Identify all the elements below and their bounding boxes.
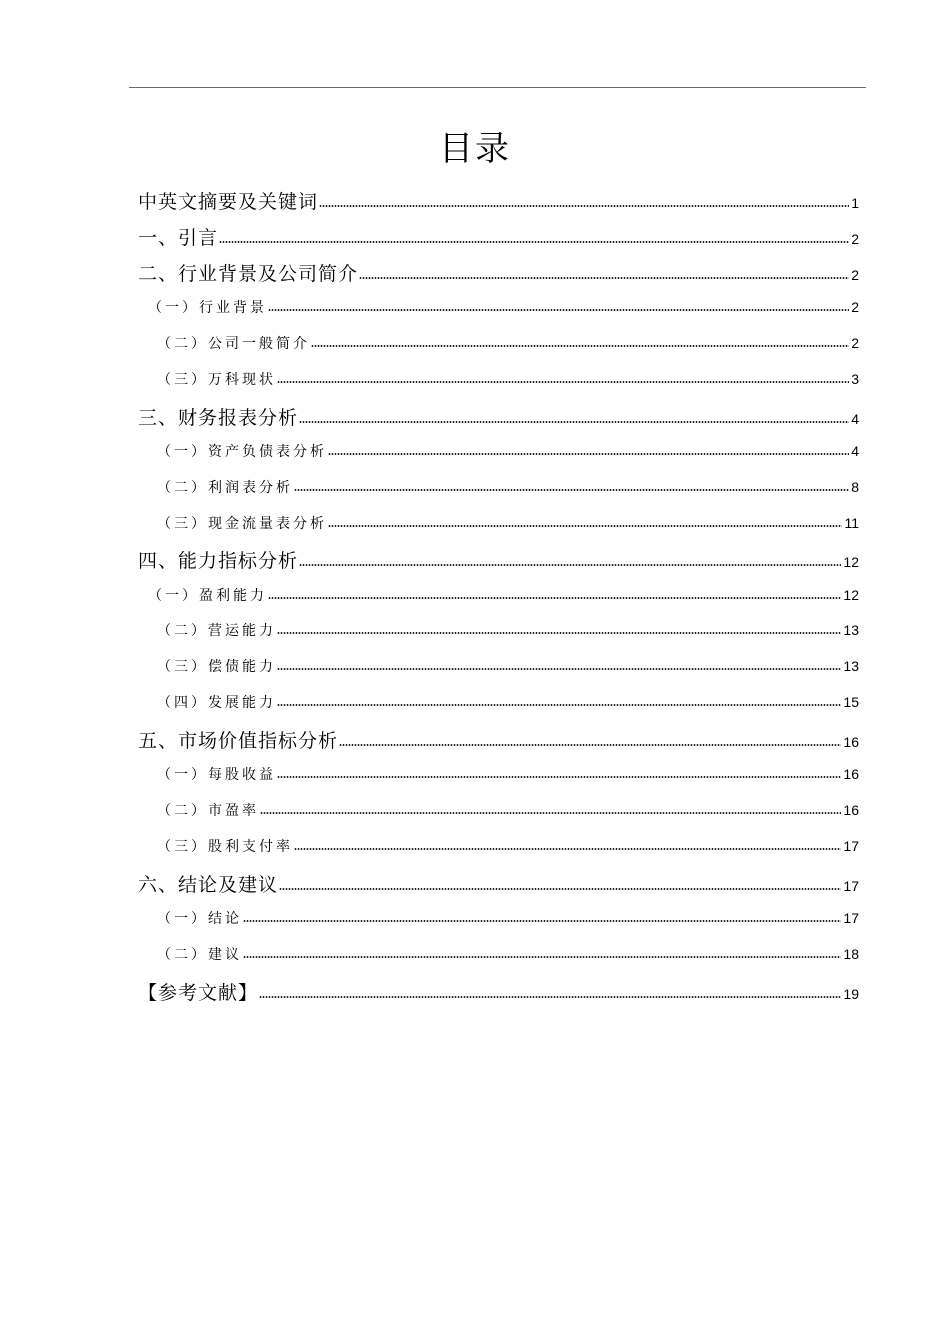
toc-entry-label: （二）营运能力	[157, 623, 276, 639]
toc-entry-label: 四、能力指标分析	[138, 550, 299, 572]
dot-leader	[277, 632, 841, 634]
toc-entry-page: 16	[843, 734, 859, 750]
toc-entry[interactable]	[157, 944, 859, 964]
toc-entry-page: 19	[843, 986, 859, 1002]
toc-entry-page: 2	[851, 267, 859, 283]
toc-entry-page: 1	[851, 195, 859, 211]
dot-leader	[277, 668, 841, 670]
toc-entry[interactable]	[138, 259, 859, 286]
dot-leader	[311, 345, 849, 347]
dot-leader	[328, 525, 842, 527]
toc-entry[interactable]	[157, 764, 859, 784]
toc-entry-label: （一）每股收益	[157, 767, 276, 783]
toc-entry-label: 一、引言	[138, 227, 219, 249]
toc-entry-page: 17	[843, 838, 859, 854]
dot-leader	[294, 848, 841, 850]
toc-entry-label: （三）股利支付率	[157, 839, 293, 855]
toc-entry-page: 12	[843, 554, 859, 570]
dot-leader	[339, 744, 841, 746]
toc-entry-page: 8	[851, 479, 859, 495]
toc-entry-label: （一）盈利能力	[148, 588, 267, 604]
dot-leader	[359, 277, 849, 279]
dot-leader	[219, 241, 849, 243]
dot-leader	[260, 812, 841, 814]
dot-leader	[277, 704, 841, 706]
toc-entry-label: （一）行业背景	[148, 300, 267, 316]
toc-entry[interactable]	[138, 223, 859, 250]
toc-entry-label: （二）公司一般简介	[157, 336, 310, 352]
toc-entry-label: 二、行业背景及公司简介	[138, 263, 359, 285]
page-title: 目录	[439, 129, 511, 169]
toc-entry[interactable]	[157, 656, 859, 676]
toc-entry-label: （一）资产负债表分析	[157, 444, 327, 460]
toc-entry[interactable]	[138, 403, 859, 430]
toc-entry[interactable]	[157, 800, 859, 820]
dot-leader	[279, 888, 841, 890]
toc-entry[interactable]	[157, 369, 859, 389]
toc-entry[interactable]	[138, 187, 859, 214]
dot-leader	[299, 564, 841, 566]
dot-leader	[328, 453, 849, 455]
dot-leader	[299, 421, 849, 423]
toc-entry-label: （三）万科现状	[157, 372, 276, 388]
toc-entry-page: 13	[843, 622, 859, 638]
toc-entry-page: 16	[843, 802, 859, 818]
toc-entry-label: （一）结论	[157, 911, 242, 927]
toc-entry[interactable]	[138, 978, 859, 1005]
toc-entry-page: 3	[851, 371, 859, 387]
toc-entry[interactable]	[157, 692, 859, 712]
toc-entry-page: 17	[843, 878, 859, 894]
toc-entry[interactable]	[157, 908, 859, 928]
dot-leader	[277, 381, 849, 383]
toc-entry-page: 2	[851, 299, 859, 315]
toc-entry-label: 【参考文献】	[138, 982, 259, 1004]
toc-entry-label: （二）利润表分析	[157, 480, 293, 496]
toc-entry-page: 4	[851, 411, 859, 427]
toc-entry-label: （二）建议	[157, 947, 242, 963]
toc-entry[interactable]	[157, 836, 859, 856]
dot-leader	[259, 996, 841, 998]
toc-entry[interactable]	[157, 441, 859, 461]
dot-leader	[268, 309, 849, 311]
toc-entry-label: 三、财务报表分析	[138, 407, 299, 429]
toc-entry[interactable]	[148, 585, 859, 605]
dot-leader	[243, 920, 841, 922]
toc-entry-label: 中英文摘要及关键词	[138, 191, 319, 213]
toc-entry[interactable]	[138, 546, 859, 573]
toc-entry[interactable]	[157, 333, 859, 353]
toc-entry-label: （四）发展能力	[157, 695, 276, 711]
toc-entry-page: 2	[851, 335, 859, 351]
toc-entry[interactable]	[148, 297, 859, 317]
toc-entry[interactable]	[138, 726, 859, 753]
dot-leader	[294, 489, 849, 491]
toc-entry-page: 17	[843, 910, 859, 926]
toc-entry-page: 12	[843, 587, 859, 603]
toc-entry[interactable]	[157, 620, 859, 640]
toc-entry[interactable]	[157, 477, 859, 497]
toc-entry-label: 五、市场价值指标分析	[138, 730, 339, 752]
toc-entry[interactable]	[157, 513, 859, 533]
toc-entry-page: 2	[851, 231, 859, 247]
toc-entry[interactable]	[138, 870, 859, 897]
toc-entry-page: 4	[851, 443, 859, 459]
dot-leader	[319, 205, 849, 207]
toc-entry-page: 16	[843, 766, 859, 782]
toc-entry-label: 六、结论及建议	[138, 874, 279, 896]
dot-leader	[243, 956, 841, 958]
toc-entry-page: 18	[843, 946, 859, 962]
toc-entry-page: 11	[844, 515, 859, 531]
toc-entry-label: （三）现金流量表分析	[157, 516, 327, 532]
dot-leader	[268, 597, 841, 599]
dot-leader	[277, 776, 841, 778]
toc-entry-page: 13	[843, 658, 859, 674]
toc-entry-page: 15	[843, 694, 859, 710]
toc-entry-label: （二）市盈率	[157, 803, 259, 819]
toc-entry-label: （三）偿债能力	[157, 659, 276, 675]
